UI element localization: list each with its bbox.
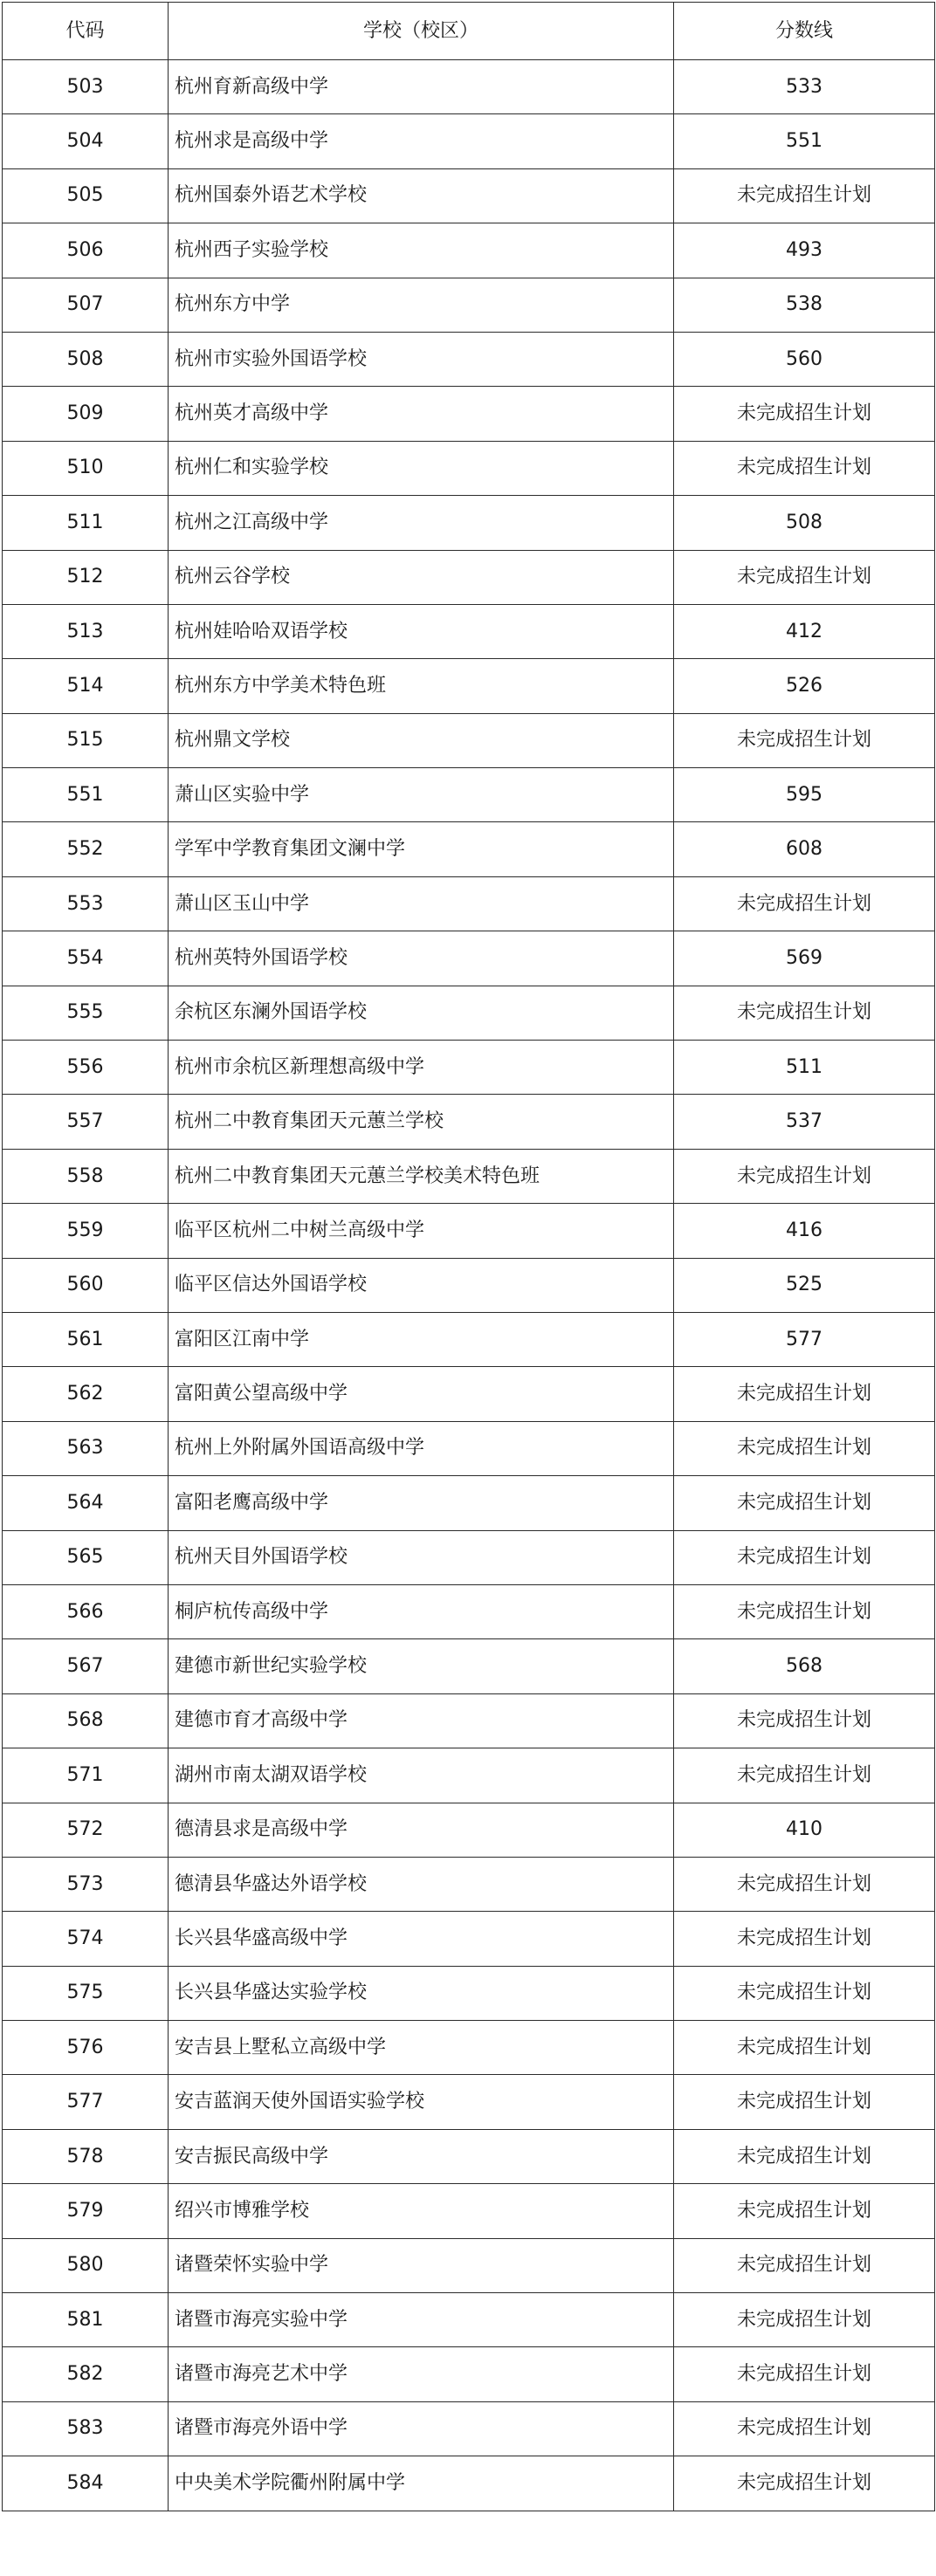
code-cell: 562 [3, 1367, 169, 1421]
table-row [3, 1584, 935, 1638]
school-cell: 诸暨荣怀实验中学 [169, 2238, 674, 2292]
score-cell: 493 [674, 223, 935, 278]
score-cell: 568 [674, 1639, 935, 1693]
table-row [3, 496, 935, 550]
score-cell: 未完成招生计划 [674, 550, 935, 604]
score-cell: 未完成招生计划 [674, 1966, 935, 2020]
score-cell: 未完成招生计划 [674, 2075, 935, 2129]
table-row [3, 2456, 935, 2511]
school-cell: 杭州上外附属外国语高级中学 [169, 1421, 674, 1475]
score-cell: 608 [674, 822, 935, 876]
code-cell: 508 [3, 332, 169, 386]
code-cell: 504 [3, 114, 169, 168]
code-cell: 509 [3, 387, 169, 441]
score-cell: 410 [674, 1803, 935, 1857]
code-cell: 574 [3, 1912, 169, 1966]
code-cell: 581 [3, 2293, 169, 2347]
school-cell: 杭州云谷学校 [169, 550, 674, 604]
code-cell: 565 [3, 1530, 169, 1584]
school-cell: 杭州东方中学美术特色班 [169, 659, 674, 713]
score-cell: 未完成招生计划 [674, 1748, 935, 1803]
table-row [3, 604, 935, 658]
code-cell: 551 [3, 768, 169, 822]
score-cell: 508 [674, 496, 935, 550]
score-cell: 未完成招生计划 [674, 1149, 935, 1203]
table-row [3, 550, 935, 604]
table-row [3, 2347, 935, 2401]
score-cell: 未完成招生计划 [674, 2184, 935, 2238]
school-cell: 杭州英才高级中学 [169, 387, 674, 441]
school-cell: 杭州求是高级中学 [169, 114, 674, 168]
score-cell: 551 [674, 114, 935, 168]
table-row [3, 1966, 935, 2020]
code-cell: 558 [3, 1149, 169, 1203]
code-cell: 583 [3, 2401, 169, 2456]
code-cell: 560 [3, 1258, 169, 1312]
score-cell: 526 [674, 659, 935, 713]
code-cell: 512 [3, 550, 169, 604]
score-line-table [2, 2, 935, 2511]
school-cell: 长兴县华盛达实验学校 [169, 1966, 674, 2020]
score-cell: 未完成招生计划 [674, 168, 935, 223]
code-cell: 571 [3, 1748, 169, 1803]
code-cell: 514 [3, 659, 169, 713]
table-row [3, 1421, 935, 1475]
code-cell: 580 [3, 2238, 169, 2292]
score-cell: 未完成招生计划 [674, 2021, 935, 2075]
school-cell: 绍兴市博雅学校 [169, 2184, 674, 2238]
table-row [3, 114, 935, 168]
school-cell: 安吉县上墅私立高级中学 [169, 2021, 674, 2075]
code-cell: 510 [3, 441, 169, 495]
table-row [3, 2021, 935, 2075]
code-cell: 576 [3, 2021, 169, 2075]
score-cell: 538 [674, 278, 935, 332]
table-row [3, 986, 935, 1040]
school-cell: 余杭区东澜外国语学校 [169, 986, 674, 1040]
school-cell: 杭州之江高级中学 [169, 496, 674, 550]
score-cell: 未完成招生计划 [674, 2293, 935, 2347]
table-row [3, 713, 935, 767]
school-cell: 富阳区江南中学 [169, 1312, 674, 1366]
code-cell: 564 [3, 1476, 169, 1530]
table-row [3, 2075, 935, 2129]
score-cell: 560 [674, 332, 935, 386]
table-row [3, 168, 935, 223]
code-cell: 552 [3, 822, 169, 876]
table-row [3, 768, 935, 822]
table-row [3, 1149, 935, 1203]
school-cell: 安吉振民高级中学 [169, 2129, 674, 2183]
school-cell: 杭州市实验外国语学校 [169, 332, 674, 386]
school-cell: 杭州西子实验学校 [169, 223, 674, 278]
score-cell: 577 [674, 1312, 935, 1366]
table-row [3, 1748, 935, 1803]
code-cell: 582 [3, 2347, 169, 2401]
score-cell: 未完成招生计划 [674, 441, 935, 495]
score-cell: 525 [674, 1258, 935, 1312]
header-code: 代码 [3, 3, 169, 60]
score-cell: 595 [674, 768, 935, 822]
score-cell: 未完成招生计划 [674, 1476, 935, 1530]
table-row [3, 1912, 935, 1966]
school-cell: 萧山区实验中学 [169, 768, 674, 822]
score-cell: 未完成招生计划 [674, 1912, 935, 1966]
code-cell: 563 [3, 1421, 169, 1475]
table-row [3, 822, 935, 876]
school-cell: 德清县华盛达外语学校 [169, 1857, 674, 1911]
code-cell: 579 [3, 2184, 169, 2238]
school-cell: 萧山区玉山中学 [169, 876, 674, 931]
table-row [3, 1367, 935, 1421]
table-row [3, 1476, 935, 1530]
score-cell: 569 [674, 931, 935, 986]
code-cell: 511 [3, 496, 169, 550]
score-cell: 未完成招生计划 [674, 1857, 935, 1911]
school-cell: 建德市育才高级中学 [169, 1693, 674, 1748]
score-cell: 未完成招生计划 [674, 713, 935, 767]
school-cell: 临平区信达外国语学校 [169, 1258, 674, 1312]
school-cell: 诸暨市海亮艺术中学 [169, 2347, 674, 2401]
score-cell: 511 [674, 1041, 935, 1095]
school-cell: 湖州市南太湖双语学校 [169, 1748, 674, 1803]
score-cell: 未完成招生计划 [674, 2129, 935, 2183]
score-cell: 未完成招生计划 [674, 1693, 935, 1748]
school-cell: 杭州仁和实验学校 [169, 441, 674, 495]
table-row [3, 1258, 935, 1312]
code-cell: 573 [3, 1857, 169, 1911]
table-row [3, 1693, 935, 1748]
school-cell: 桐庐杭传高级中学 [169, 1584, 674, 1638]
table-row [3, 1857, 935, 1911]
score-cell: 412 [674, 604, 935, 658]
score-cell: 533 [674, 60, 935, 114]
school-cell: 杭州二中教育集团天元蕙兰学校美术特色班 [169, 1149, 674, 1203]
school-cell: 临平区杭州二中树兰高级中学 [169, 1204, 674, 1258]
score-cell: 416 [674, 1204, 935, 1258]
table-row [3, 332, 935, 386]
table-row [3, 2293, 935, 2347]
score-cell: 537 [674, 1095, 935, 1149]
table-body [3, 60, 935, 2511]
code-cell: 577 [3, 2075, 169, 2129]
code-cell: 575 [3, 1966, 169, 2020]
school-cell: 安吉蓝润天使外国语实验学校 [169, 2075, 674, 2129]
score-cell: 未完成招生计划 [674, 876, 935, 931]
table-row [3, 1639, 935, 1693]
code-cell: 515 [3, 713, 169, 767]
table-row [3, 1312, 935, 1366]
school-cell: 诸暨市海亮实验中学 [169, 2293, 674, 2347]
score-cell: 未完成招生计划 [674, 387, 935, 441]
school-cell: 中央美术学院衢州附属中学 [169, 2456, 674, 2511]
code-cell: 506 [3, 223, 169, 278]
school-cell: 杭州育新高级中学 [169, 60, 674, 114]
table-row [3, 876, 935, 931]
school-cell: 长兴县华盛高级中学 [169, 1912, 674, 1966]
code-cell: 505 [3, 168, 169, 223]
table-row [3, 2184, 935, 2238]
school-cell: 富阳老鹰高级中学 [169, 1476, 674, 1530]
table-row [3, 60, 935, 114]
score-cell: 未完成招生计划 [674, 2347, 935, 2401]
school-cell: 诸暨市海亮外语中学 [169, 2401, 674, 2456]
score-cell: 未完成招生计划 [674, 1421, 935, 1475]
school-cell: 杭州娃哈哈双语学校 [169, 604, 674, 658]
table-row [3, 441, 935, 495]
table-row [3, 223, 935, 278]
score-cell: 未完成招生计划 [674, 1584, 935, 1638]
school-cell: 德清县求是高级中学 [169, 1803, 674, 1857]
score-cell: 未完成招生计划 [674, 2456, 935, 2511]
school-cell: 学军中学教育集团文澜中学 [169, 822, 674, 876]
code-cell: 572 [3, 1803, 169, 1857]
school-cell: 建德市新世纪实验学校 [169, 1639, 674, 1693]
score-cell: 未完成招生计划 [674, 986, 935, 1040]
code-cell: 555 [3, 986, 169, 1040]
code-cell: 553 [3, 876, 169, 931]
school-cell: 杭州国泰外语艺术学校 [169, 168, 674, 223]
school-cell: 杭州市余杭区新理想高级中学 [169, 1041, 674, 1095]
table-row [3, 2401, 935, 2456]
score-cell: 未完成招生计划 [674, 1367, 935, 1421]
header-score: 分数线 [674, 3, 935, 60]
score-cell: 未完成招生计划 [674, 2238, 935, 2292]
code-cell: 584 [3, 2456, 169, 2511]
table-row [3, 2238, 935, 2292]
score-cell: 未完成招生计划 [674, 2401, 935, 2456]
code-cell: 554 [3, 931, 169, 986]
code-cell: 567 [3, 1639, 169, 1693]
table-row [3, 1530, 935, 1584]
table-row [3, 931, 935, 986]
table-row [3, 1095, 935, 1149]
table-row [3, 1204, 935, 1258]
school-cell: 杭州英特外国语学校 [169, 931, 674, 986]
code-cell: 556 [3, 1041, 169, 1095]
school-cell: 杭州鼎文学校 [169, 713, 674, 767]
table-row [3, 387, 935, 441]
table-row [3, 278, 935, 332]
table-row [3, 1041, 935, 1095]
code-cell: 559 [3, 1204, 169, 1258]
code-cell: 513 [3, 604, 169, 658]
code-cell: 566 [3, 1584, 169, 1638]
table-row [3, 659, 935, 713]
school-cell: 杭州二中教育集团天元蕙兰学校 [169, 1095, 674, 1149]
code-cell: 557 [3, 1095, 169, 1149]
school-cell: 杭州东方中学 [169, 278, 674, 332]
table-row [3, 2129, 935, 2183]
code-cell: 507 [3, 278, 169, 332]
code-cell: 561 [3, 1312, 169, 1366]
school-cell: 杭州天目外国语学校 [169, 1530, 674, 1584]
score-cell: 未完成招生计划 [674, 1530, 935, 1584]
code-cell: 568 [3, 1693, 169, 1748]
header-school: 学校（校区） [169, 3, 674, 60]
code-cell: 578 [3, 2129, 169, 2183]
table-header-row [3, 3, 935, 60]
school-cell: 富阳黄公望高级中学 [169, 1367, 674, 1421]
table-row [3, 1803, 935, 1857]
code-cell: 503 [3, 60, 169, 114]
